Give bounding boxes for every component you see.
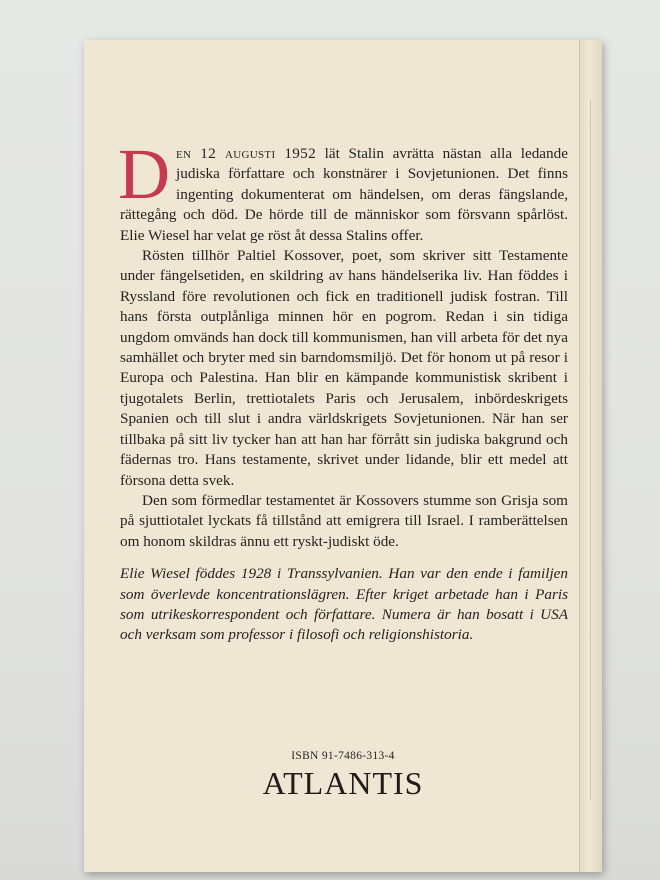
author-bio: Elie Wiesel föddes 1928 i Transsylvanien. Han var den ende i familjen som överlevde koncentrationslägren. Efter kriget arbetade han i Paris som utrikeskorrespondent och författare. Numera är han bosatt i USA och verksam som professor i filosofi och religionshistoria.: [120, 565, 568, 644]
isbn-number: ISBN 91-7486-313-4: [291, 750, 395, 762]
intro-small-caps: en 12 augusti 1952: [176, 145, 316, 162]
paragraph-1-text: lät Stalin avrätta nästan alla ledande judiska författare och konstnärer i Sovjetunionen. Det finns ingenting dokumenterat om händelsen, om deras fängslande, rättegång och död. De hörde till de människor som försvann spårlöst. Elie Wiesel har velat ge röst åt dessa Stalins offer.: [120, 145, 568, 244]
book-back-cover: [84, 40, 602, 872]
paragraph-1: [118, 134, 568, 246]
blurb-text: [118, 134, 568, 646]
drop-cap: D: [118, 134, 170, 214]
paragraph-3: Den som förmedlar testamentet är Kossovers stumme son Grisja som på sjuttiotalet lyckats få tillstånd att emigrera till Israel. I ramberättelsen om honom skildras ännu ett ryskt-judiskt öde.: [120, 491, 568, 550]
book-spine: [579, 40, 602, 872]
publisher-logo: ATLANTIS: [262, 765, 424, 801]
paragraph-2: Rösten tillhör Paltiel Kossover, poet, som skriver sitt Testamente under fängelsetiden, en skildring av hans händelserika liv. Han föddes i Ryssland före revolutionen och fick en traditionell judisk fostran. Till hans första outplånliga minnen hör en pogrom. Redan i sin tidiga ungdom omvänds han dock till kommunismen, han vill arbeta för det nya samhället och bryter med sin barndomsmiljö. Det för honom ut på resor i Europa och Palestina. Han blir en kämpande kommunistisk skribent i tjugotalets Berlin, trettiotalets Paris och Jerusalem, inbördeskrigets Spanien och till slut i andra världskrigets Sovjetunionen. När han ser tillbaka på sitt liv tycker han att han har förrått sin judiska bakgrund och fädernas tro. Hans testamente, skrivet under lidande, blir ett medel att försona detta svek.: [120, 247, 568, 489]
spine-fold-line: [590, 100, 591, 800]
